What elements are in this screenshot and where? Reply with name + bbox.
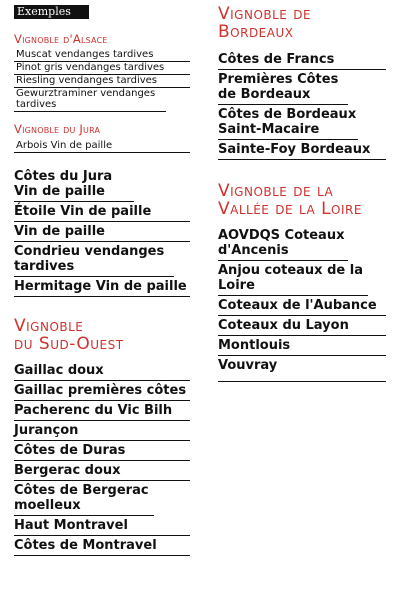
list-item: Sainte-Foy Bordeaux [218,140,386,160]
right-column [218,0,386,382]
bordeaux-heading [218,5,386,41]
list-item: Coteaux du Layon [218,316,386,336]
list-item: Pinot gris vendanges tardives [14,62,190,75]
list-item: Pacherenc du Vic Bilh [14,401,190,421]
loire-heading-line1: Vignoble de la [218,181,334,201]
list-item: Arbois Vin de paille [14,140,190,153]
sudouest-heading-line1: Vignoble [14,316,84,336]
bordeaux-heading-line2: Bordeaux [218,22,294,42]
list-item: Étoile Vin de paille [14,202,190,222]
loire-heading [218,182,386,218]
list-item: Gewurztraminer vendanges tardives [14,88,166,112]
list-item: Coteaux de l'Aubance [218,296,386,316]
list-item: Côtes de Bergerac moelleux [14,481,154,516]
jura-list [14,140,190,153]
list-item: Côtes du Jura Vin de paille [14,167,134,202]
left-column [14,0,190,556]
list-item: Jurançon [14,421,190,441]
list-item: Vouvray [218,358,278,373]
sudouest-list [14,361,190,556]
list-item: AOVDQS Coteaux d'Ancenis [218,226,348,261]
list-item: Hermitage Vin de paille [14,277,190,297]
list-item: Haut Montravel [14,516,190,536]
list-item: Gaillac premières côtes [14,381,190,401]
bottom-rule [218,381,386,382]
list-item: Côtes de Bordeaux Saint-Macaire [218,105,358,140]
list-item: Vin de paille [14,222,190,242]
list-item: Premières Côtes de Bordeaux [218,70,348,105]
loire-list [218,226,386,375]
sudouest-heading [14,317,190,353]
loire-heading-line2: Vallée de la Loire [218,199,362,219]
alsace-heading: Vignoble d'Alsace [14,32,108,46]
list-item: Montlouis [218,336,386,356]
list-item: Côtes de Duras [14,441,190,461]
list-item: Anjou coteaux de la Loire [218,261,368,296]
list-item: Gaillac doux [14,361,190,381]
examples-tag: Exemples [14,5,89,19]
bordeaux-heading-line1: Vignoble de [218,4,312,24]
jura-heading: Vignoble du Jura [14,122,101,136]
list-item: Côtes de Montravel [14,536,190,556]
list-item: Muscat vendanges tardives [14,49,190,62]
bordeaux-list [218,50,386,160]
alsace-list [14,49,190,112]
list-item: Condrieu vendanges tardives [14,242,174,277]
list-item: Bergerac doux [14,461,190,481]
list-item: Riesling vendanges tardives [14,75,190,88]
sudouest-heading-line2: du Sud-Ouest [14,334,124,354]
misc-list [14,167,190,297]
list-item: Côtes de Francs [218,50,386,70]
